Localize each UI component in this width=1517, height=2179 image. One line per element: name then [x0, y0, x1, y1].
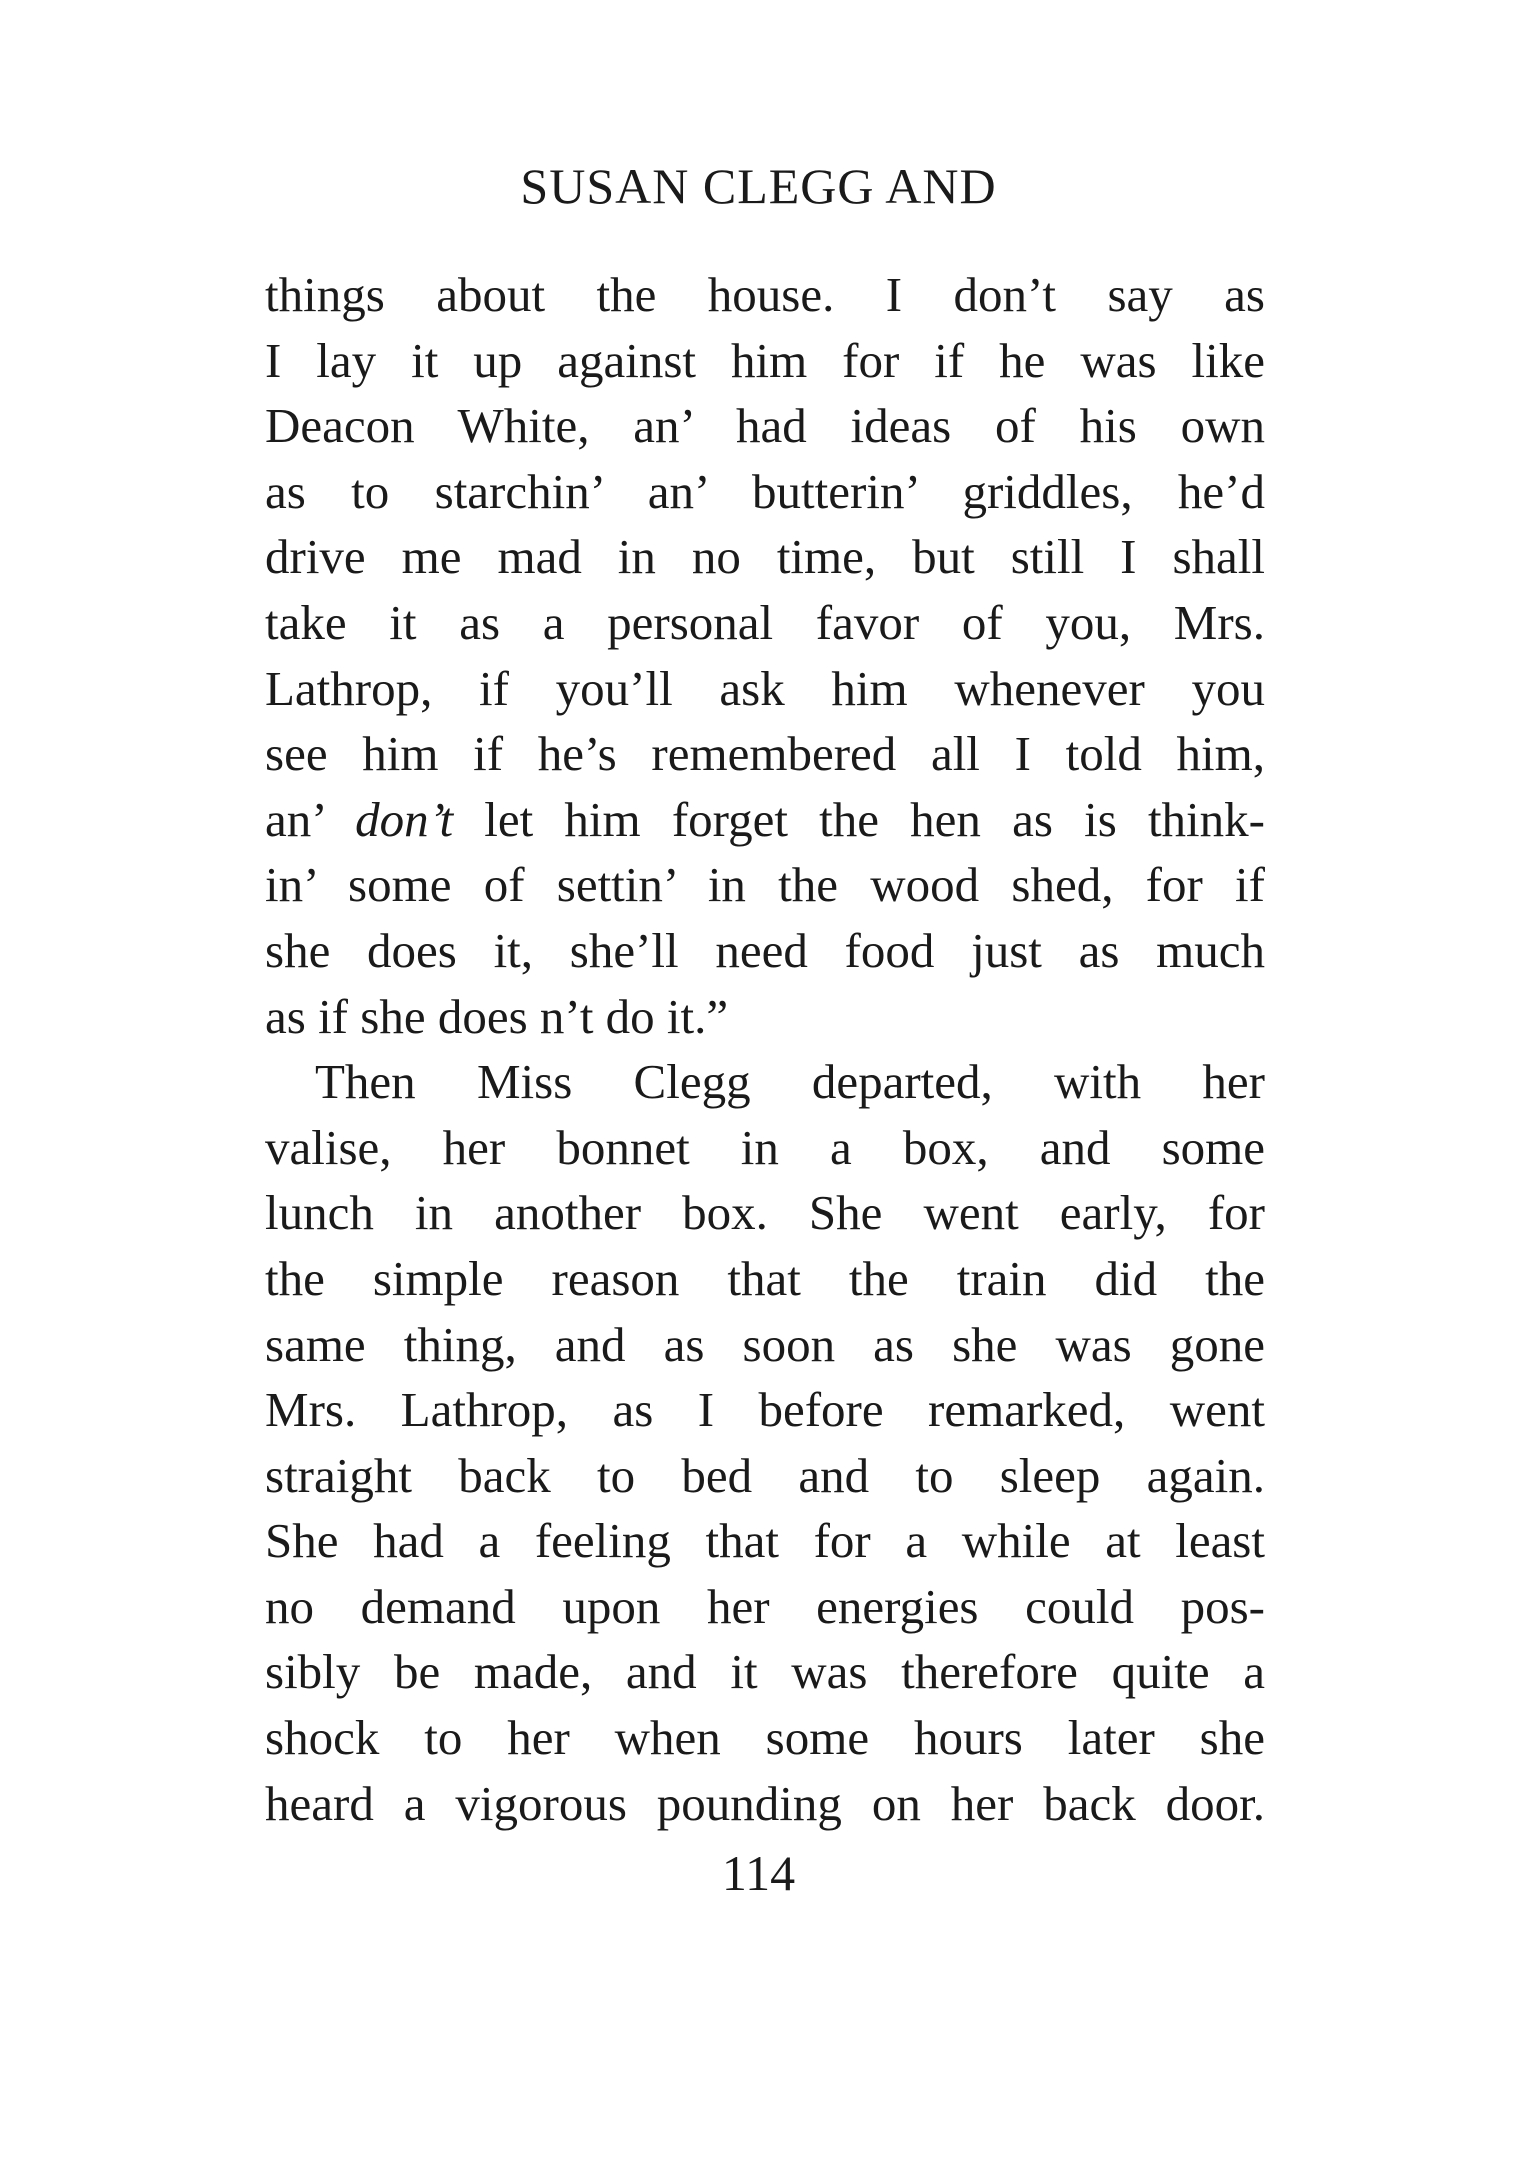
text-line: no demand upon her energies could pos-	[265, 1578, 1265, 1634]
text-line: drive me mad in no time, but still I shall	[265, 529, 1265, 585]
text-line: same thing, and as soon as she was gone	[265, 1316, 1265, 1372]
body-text	[265, 262, 1265, 1836]
text-line: as to starchin’ an’ butterin’ griddles, he’d	[265, 463, 1265, 519]
text-line: see him if he’s remembered all I told him,	[265, 726, 1265, 782]
text-line: in’ some of settin’ in the wood shed, for if	[265, 857, 1265, 913]
italic-emphasis: don’t	[355, 791, 454, 847]
paragraph-1	[265, 262, 1265, 1049]
text-line: lunch in another box. She went early, for	[265, 1185, 1265, 1241]
text-line: take it as a personal favor of you, Mrs.	[265, 594, 1265, 650]
text-line: Then Miss Clegg departed, with her	[315, 1054, 1265, 1110]
text-line: sibly be made, and it was therefore quite a	[265, 1644, 1265, 1700]
text-line-with-italic	[265, 787, 1265, 853]
text-line: Deacon White, an’ had ideas of his own	[265, 398, 1265, 454]
text-line: heard a vigorous pounding on her back door.	[265, 1775, 1265, 1831]
line-rest: let him forget the hen as is think-	[453, 791, 1265, 847]
text-line: the simple reason that the train did the	[265, 1250, 1265, 1306]
text-line: Lathrop, if you’ll ask him whenever you	[265, 660, 1265, 716]
text-line: she does it, she’ll need food just as much	[265, 922, 1265, 978]
text-line: straight back to bed and to sleep again.	[265, 1447, 1265, 1503]
text-line: valise, her bonnet in a box, and some	[265, 1119, 1265, 1175]
text-line: shock to her when some hours later she	[265, 1710, 1265, 1766]
text-line: things about the house. I don’t say as	[265, 267, 1265, 322]
text-line: She had a feeling that for a while at least	[265, 1513, 1265, 1569]
text-line: I lay it up against him for if he was like	[265, 332, 1265, 388]
text-line: as if she does n’t do it.”	[265, 988, 729, 1044]
text-line: Mrs. Lathrop, as I before remarked, went	[265, 1382, 1265, 1438]
running-head: SUSAN CLEGG AND	[520, 158, 997, 214]
line-start: an’	[265, 791, 356, 847]
page-number: 114	[721, 1845, 796, 1901]
paragraph-2	[265, 1049, 1265, 1836]
